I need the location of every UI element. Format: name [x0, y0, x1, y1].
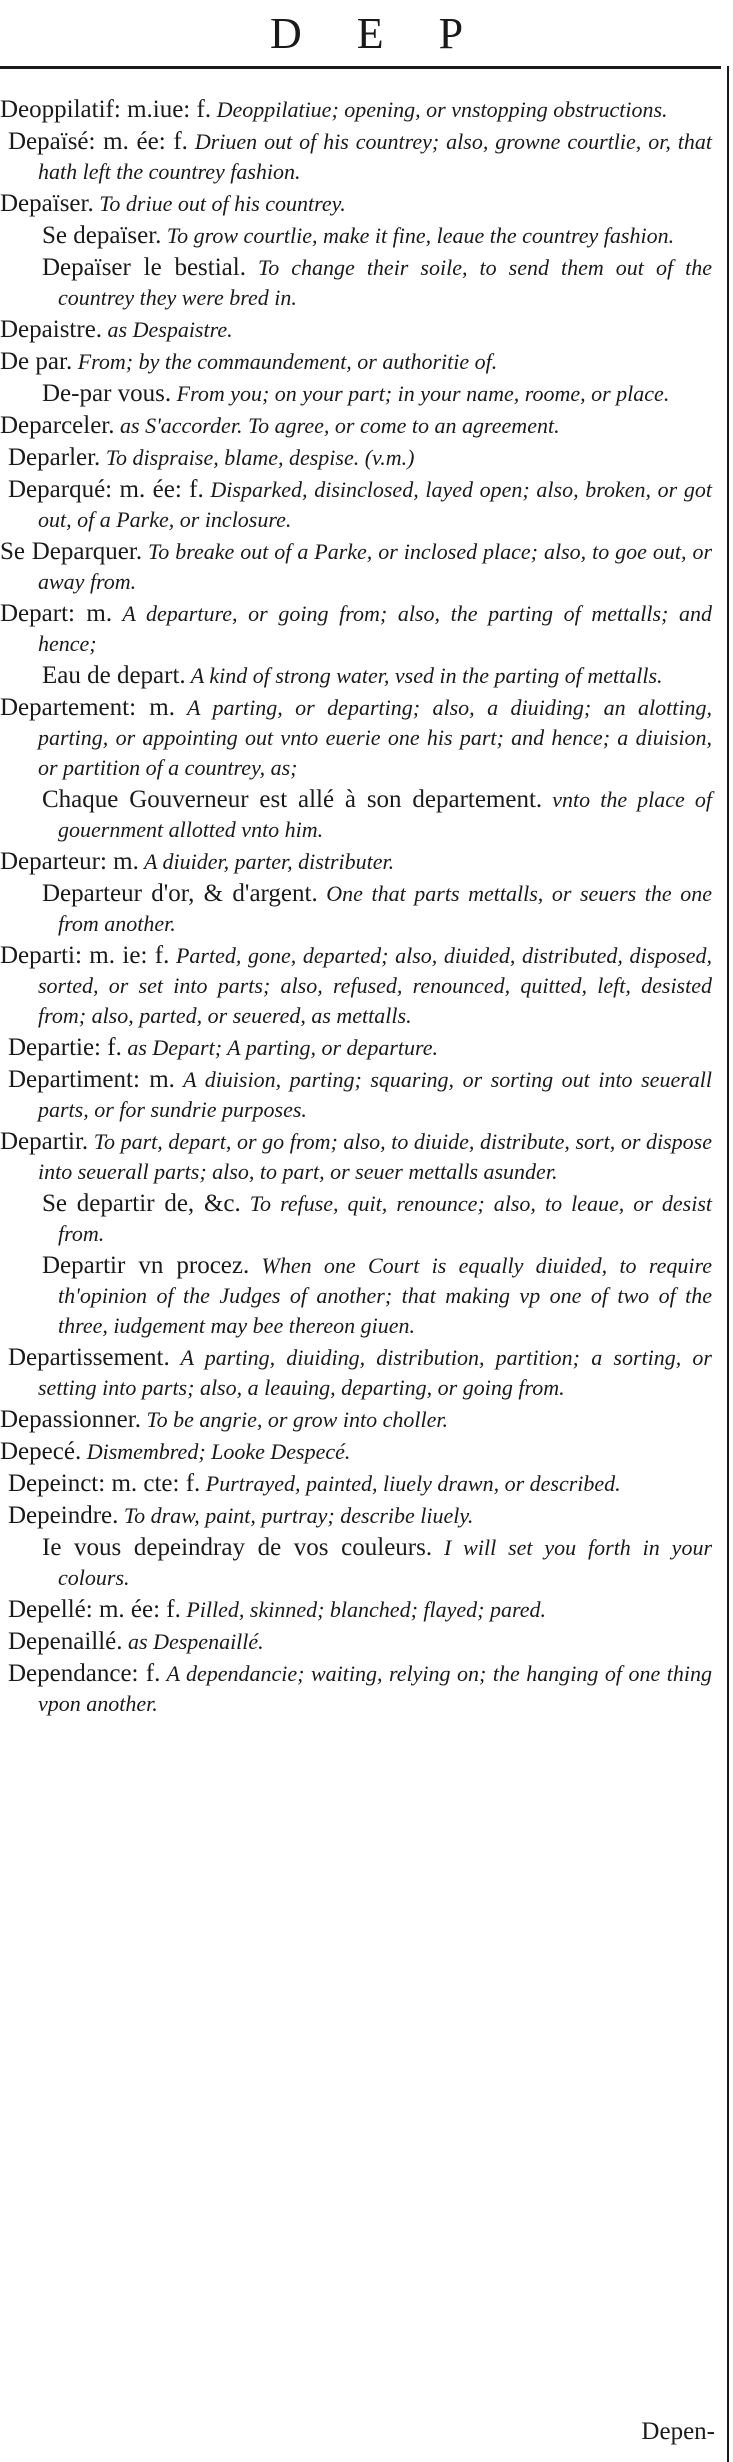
catchword: Depen- [641, 2418, 715, 2445]
entry: Depecé. Dismembred; Looke Despecé. [0, 1438, 351, 1465]
entry: Departiment: m. A diuision, parting; squaring, or sorting out into seuerall parts, or for sundrie purposes. [8, 1066, 712, 1122]
entry: Departie: f. as Depart; A parting, or departure. [8, 1034, 438, 1061]
running-head: D E P [269, 9, 486, 58]
entry: Departement: m. A parting, or departing; also, a diuiding; an alotting, parting, or appointing out vnto euerie one his part; and hence; a diuision, or partition of a countrey, as; [0, 694, 713, 780]
entry: Depart: m. A departure, or going from; also, the parting of mettalls; and hence; [0, 600, 713, 656]
subentry: Chaque Gouverneur est allé à son departement. vnto the place of gouernment allotted vnto him. [42, 786, 712, 842]
subentry: Depaïser le bestial. To change their soile, to send them out of the countrey they were bred in. [42, 254, 712, 310]
entry: Departir. To part, depart, or go from; also, to diuide, distribute, sort, or dispose into seuerall parts; also, to part, or seuer mettalls asunder. [0, 1128, 712, 1184]
subentry: Departeur d'or, & d'argent. One that parts mettalls, or seuers the one from another. [42, 880, 712, 936]
entry: Dependance: f. A dependancie; waiting, relying on; the hanging of one thing vpon another. [8, 1660, 712, 1716]
entry-list [0, 95, 712, 1721]
entry: Deoppilatif: m.iue: f. Deoppilatiue; opening, or vnstopping obstructions. [0, 96, 668, 123]
entry: Departissement. A parting, diuiding, distribution, partition; a sorting, or setting into parts; also, a leauing, departing, or going from. [8, 1344, 712, 1400]
entry: Depassionner. To be angrie, or grow into choller. [0, 1406, 448, 1433]
entry: Depeindre. To draw, paint, purtray; describe liuely. [8, 1502, 474, 1529]
header-rule [0, 66, 721, 69]
subentry: Ie vous depeindray de vos couleurs. I will set you forth in your colours. [42, 1534, 712, 1590]
entry: Depaistre. as Despaistre. [0, 316, 233, 343]
column-rule [727, 66, 729, 2462]
subentry: Se depaïser. To grow courtlie, make it fine, leaue the countrey fashion. [42, 222, 675, 249]
entry: Depeinct: m. cte: f. Purtrayed, painted, liuely drawn, or described. [8, 1470, 621, 1497]
entry: Deparceler. as S'accorder. To agree, or come to an agreement. [0, 412, 560, 439]
subentry: De-par vous. From you; on your part; in your name, roome, or place. [42, 380, 670, 407]
subentry: Se departir de, &c. To refuse, quit, renounce; also, to leaue, or desist from. [42, 1190, 713, 1246]
subentry: Eau de depart. A kind of strong water, vsed in the parting of mettalls. [42, 662, 663, 689]
subentry: Departir vn procez. When one Court is equally diuided, to require th'opinion of the Judges of another; that making vp one of two of the three, iudgement may bee thereon giuen. [42, 1252, 712, 1338]
entry: Depaïser. To driue out of his countrey. [0, 190, 346, 217]
entry: Departeur: m. A diuider, parter, distributer. [0, 848, 395, 875]
entry: Se Deparquer. To breake out of a Parke, or inclosed place; also, to goe out, or away from. [0, 538, 712, 594]
entry: Depaïsé: m. ée: f. Driuen out of his countrey; also, growne courtlie, or, that hath left the countrey fashion. [8, 128, 712, 184]
entry: Deparler. To dispraise, blame, despise. (v.m.) [8, 444, 415, 471]
entry: De par. From; by the commaundement, or authoritie of. [0, 348, 498, 375]
entry: Deparqué: m. ée: f. Disparked, disinclosed, layed open; also, broken, or got out, of a Parke, or inclosure. [8, 476, 712, 532]
entry: Depenaillé. as Despenaillé. [8, 1628, 264, 1655]
entry: Depellé: m. ée: f. Pilled, skinned; blanched; flayed; pared. [8, 1596, 546, 1623]
entry: Departi: m. ie: f. Parted, gone, departed; also, diuided, distributed, disposed, sorted, or set into parts; also, refused, renounced, quitted, left, desisted from; also, parted, or seuered, as mettalls. [0, 942, 713, 1028]
